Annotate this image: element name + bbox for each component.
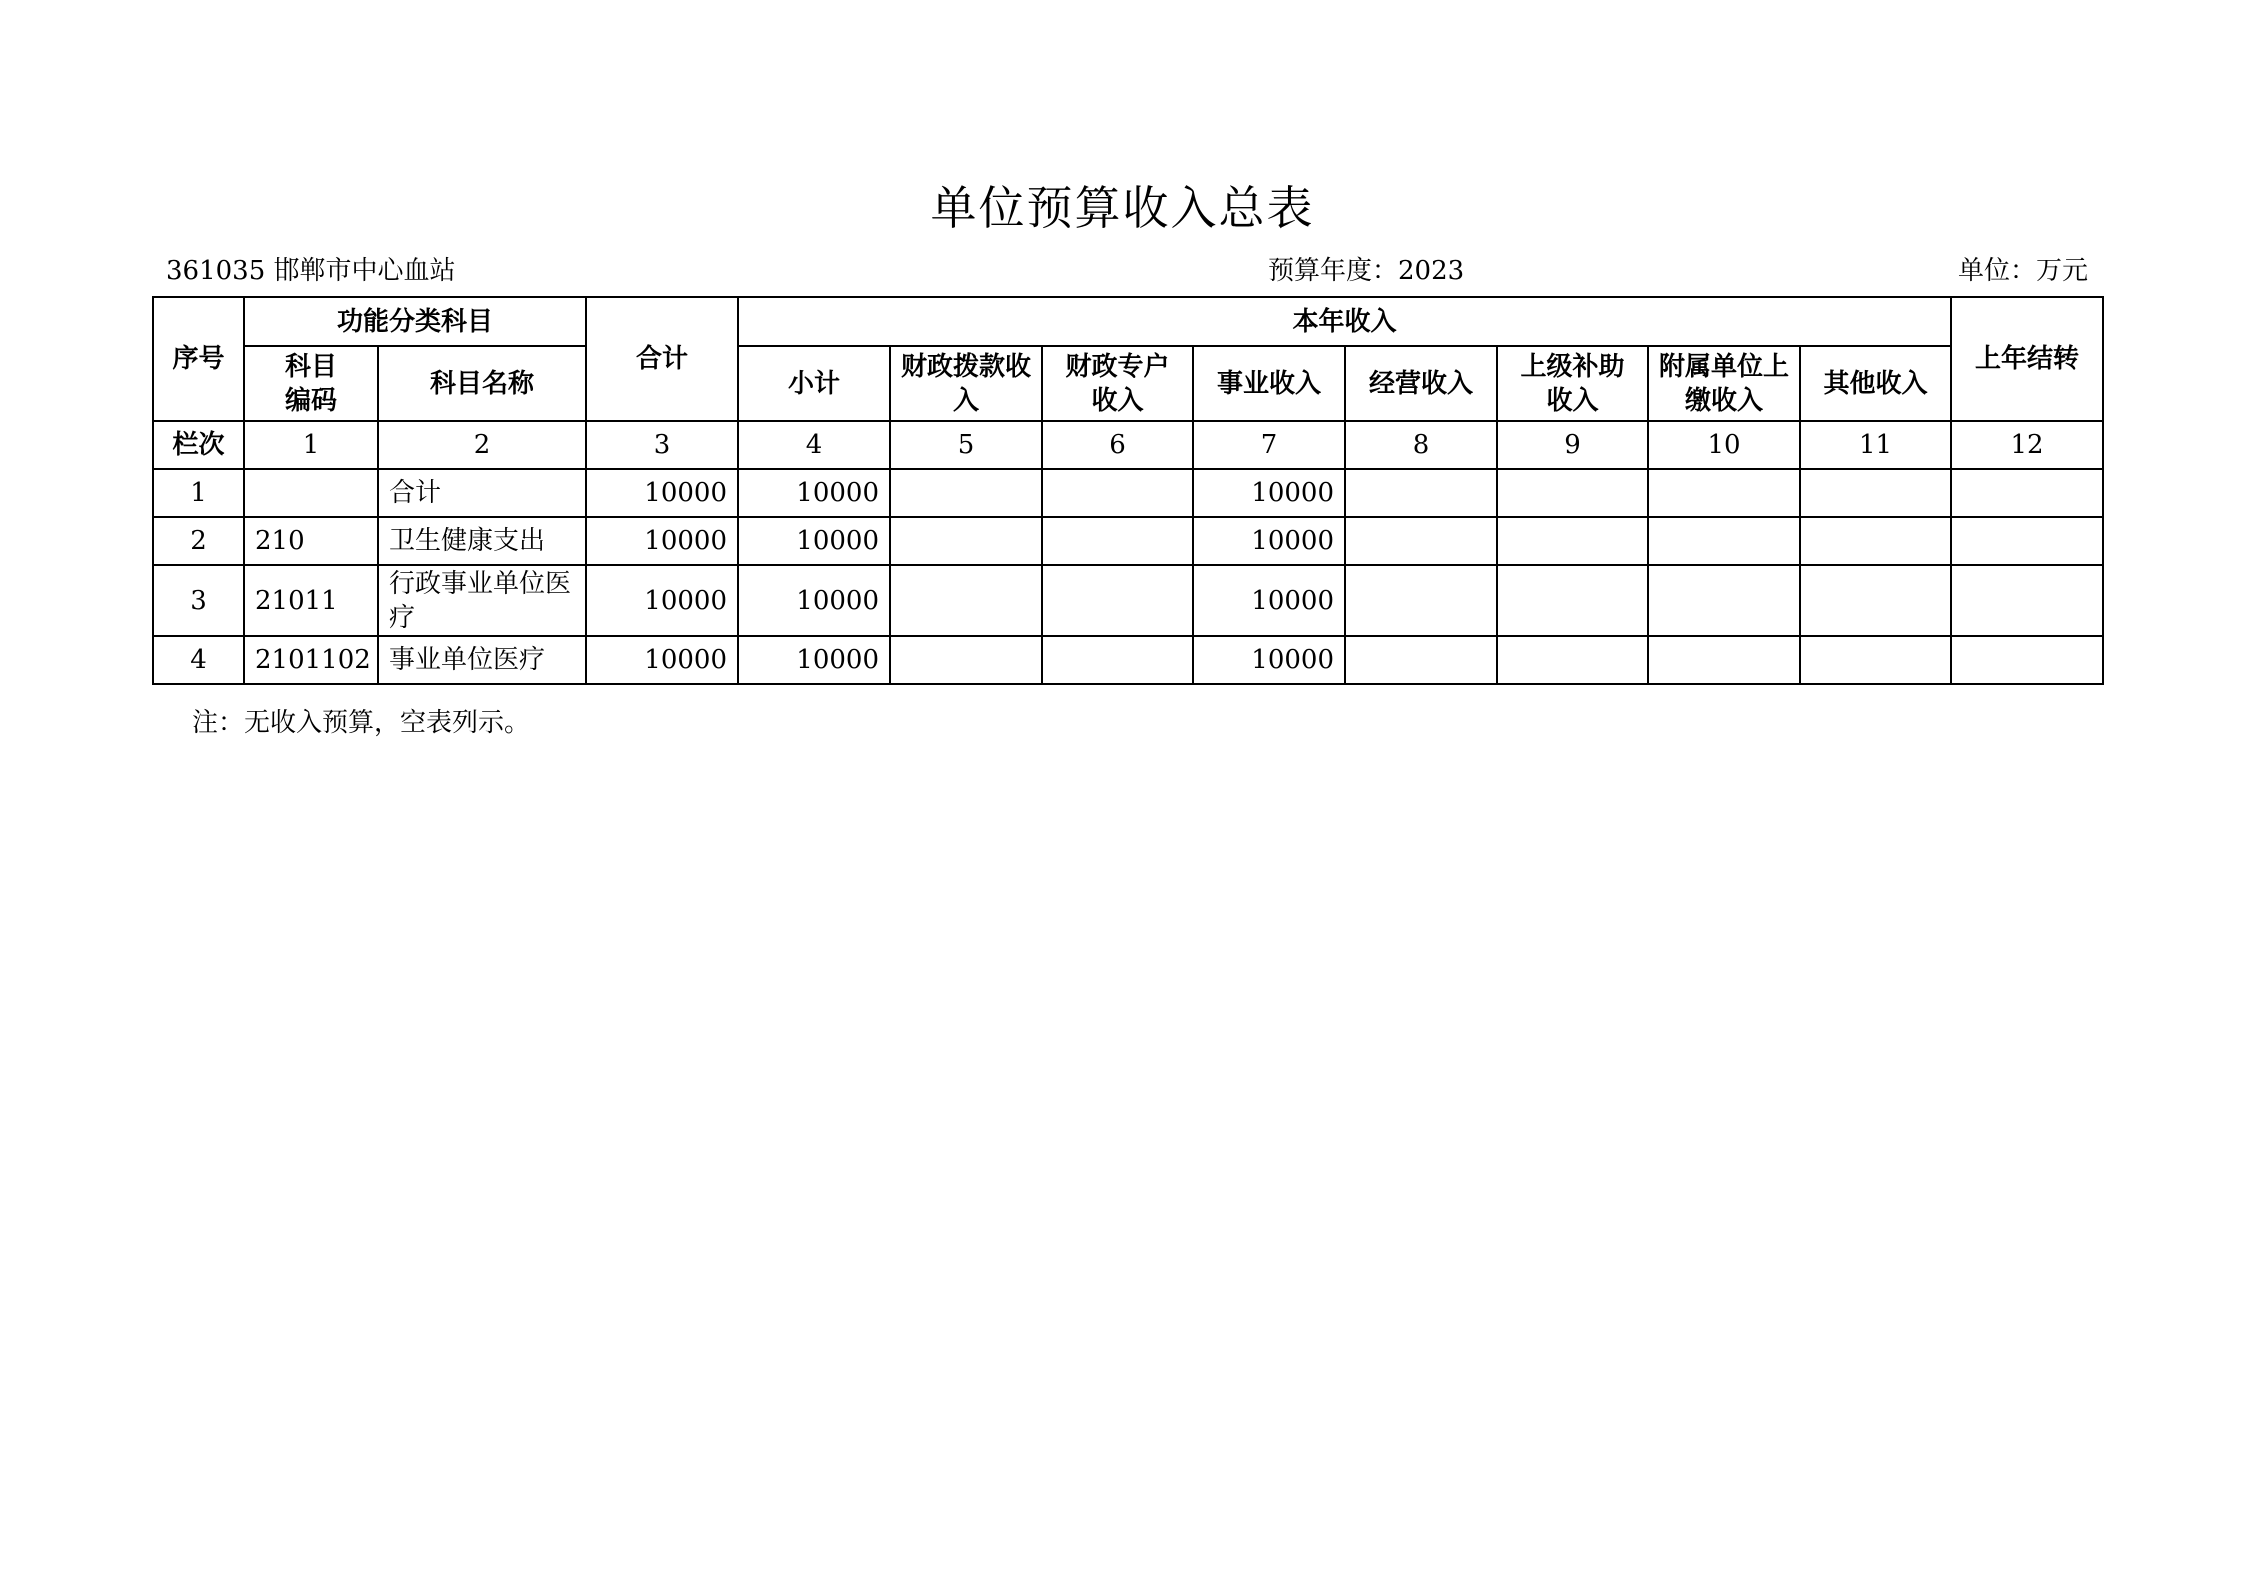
- cell-fiscal-allocation: [890, 636, 1042, 684]
- column-number: 12: [1951, 421, 2103, 469]
- cell-other-income: [1800, 517, 1951, 565]
- header-fiscal-allocation: 财政拨款收入: [890, 346, 1042, 421]
- column-number: 11: [1800, 421, 1951, 469]
- cell-code: [244, 469, 378, 517]
- cell-operating-income: [1345, 517, 1497, 565]
- unit-name: 361035 邯郸市中心血站: [166, 256, 456, 286]
- header-operating-income: 经营收入: [1345, 346, 1497, 421]
- cell-affiliated-payment: [1648, 636, 1800, 684]
- cell-code: 2101102: [244, 636, 378, 684]
- cell-seq: 4: [153, 636, 244, 684]
- cell-affiliated-payment: [1648, 517, 1800, 565]
- cell-carryover: [1951, 565, 2103, 636]
- table-row: [153, 517, 2103, 565]
- cell-fiscal-special: [1042, 636, 1193, 684]
- cell-seq: 2: [153, 517, 244, 565]
- cell-affiliated-payment: [1648, 469, 1800, 517]
- cell-fiscal-special: [1042, 565, 1193, 636]
- cell-subtotal: 10000: [738, 565, 890, 636]
- cell-carryover: [1951, 469, 2103, 517]
- column-number: 2: [378, 421, 586, 469]
- table-row: [153, 469, 2103, 517]
- cell-subtotal: 10000: [738, 469, 890, 517]
- budget-year: 预算年度：2023: [1268, 256, 1465, 286]
- cell-total: 10000: [586, 636, 738, 684]
- cell-seq: 1: [153, 469, 244, 517]
- cell-superior-subsidy: [1497, 636, 1648, 684]
- header-business-income: 事业收入: [1193, 346, 1345, 421]
- column-number: 4: [738, 421, 890, 469]
- table-note: 注：无收入预算，空表列示。: [192, 708, 531, 738]
- cell-name: 事业单位医疗: [378, 636, 586, 684]
- cell-superior-subsidy: [1497, 469, 1648, 517]
- column-number: 3: [586, 421, 738, 469]
- cell-fiscal-allocation: [890, 517, 1042, 565]
- header-other-income: 其他收入: [1800, 346, 1951, 421]
- cell-operating-income: [1345, 636, 1497, 684]
- column-number: 5: [890, 421, 1042, 469]
- cell-carryover: [1951, 517, 2103, 565]
- header-fiscal-special: 财政专户收入: [1042, 346, 1193, 421]
- header-superior-subsidy: 上级补助收入: [1497, 346, 1648, 421]
- header-code: 科目编码: [244, 346, 378, 421]
- cell-fiscal-special: [1042, 469, 1193, 517]
- cell-fiscal-allocation: [890, 469, 1042, 517]
- cell-business-income: 10000: [1193, 636, 1345, 684]
- cell-other-income: [1800, 469, 1951, 517]
- money-unit: 单位：万元: [1957, 256, 2088, 286]
- column-number: 6: [1042, 421, 1193, 469]
- cell-other-income: [1800, 565, 1951, 636]
- cell-carryover: [1951, 636, 2103, 684]
- cell-subtotal: 10000: [738, 517, 890, 565]
- header-func-class: 功能分类科目: [244, 297, 586, 346]
- cell-affiliated-payment: [1648, 565, 1800, 636]
- column-number-row: [153, 421, 2103, 469]
- header-subtotal: 小计: [738, 346, 890, 421]
- budget-income-table: [152, 296, 2104, 685]
- column-number-label: 栏次: [153, 421, 244, 469]
- cell-name: 合计: [378, 469, 586, 517]
- cell-subtotal: 10000: [738, 636, 890, 684]
- column-number: 1: [244, 421, 378, 469]
- cell-name: 行政事业单位医疗: [378, 565, 586, 636]
- header-carryover: 上年结转: [1951, 297, 2103, 421]
- column-number: 8: [1345, 421, 1497, 469]
- cell-total: 10000: [586, 517, 738, 565]
- cell-total: 10000: [586, 469, 738, 517]
- cell-operating-income: [1345, 469, 1497, 517]
- header-affiliated-payment: 附属单位上缴收入: [1648, 346, 1800, 421]
- cell-name: 卫生健康支出: [378, 517, 586, 565]
- cell-seq: 3: [153, 565, 244, 636]
- column-number: 10: [1648, 421, 1800, 469]
- cell-business-income: 10000: [1193, 469, 1345, 517]
- column-number: 7: [1193, 421, 1345, 469]
- cell-business-income: 10000: [1193, 565, 1345, 636]
- cell-code: 21011: [244, 565, 378, 636]
- header-this-year-income: 本年收入: [738, 297, 1951, 346]
- cell-total: 10000: [586, 565, 738, 636]
- cell-fiscal-special: [1042, 517, 1193, 565]
- header-name: 科目名称: [378, 346, 586, 421]
- table-row: [153, 565, 2103, 636]
- cell-other-income: [1800, 636, 1951, 684]
- cell-fiscal-allocation: [890, 565, 1042, 636]
- cell-operating-income: [1345, 565, 1497, 636]
- column-number: 9: [1497, 421, 1648, 469]
- cell-code: 210: [244, 517, 378, 565]
- header-total: 合计: [586, 297, 738, 421]
- table-row: [153, 636, 2103, 684]
- cell-superior-subsidy: [1497, 565, 1648, 636]
- cell-superior-subsidy: [1497, 517, 1648, 565]
- cell-business-income: 10000: [1193, 517, 1345, 565]
- page-title: 单位预算收入总表: [930, 181, 1315, 235]
- header-seq: 序号: [153, 297, 244, 421]
